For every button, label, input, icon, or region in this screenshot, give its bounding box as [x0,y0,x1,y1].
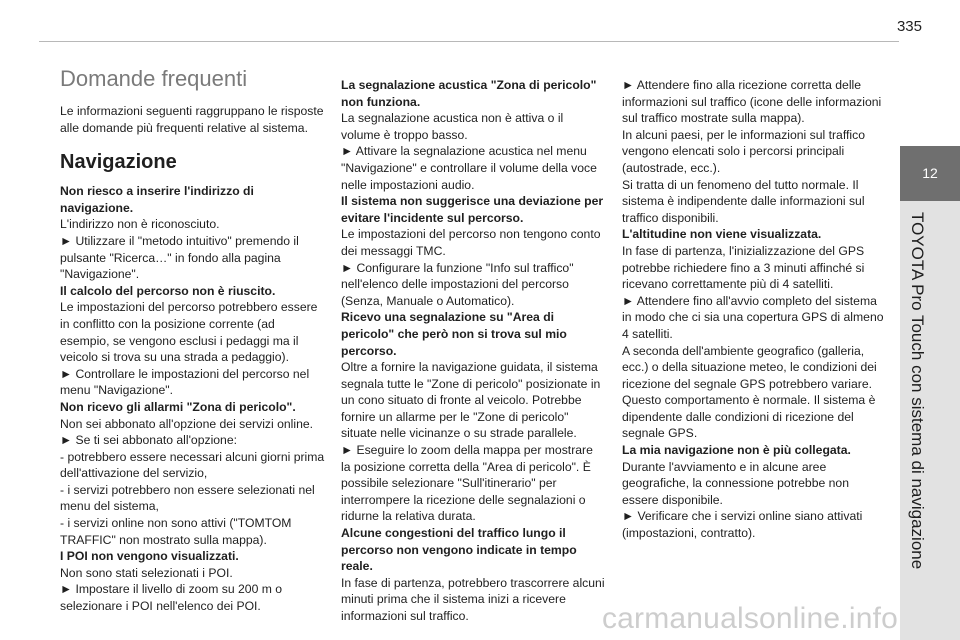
answer-line: - i servizi online non sono attivi ("TOMTOM TRAFFIC" non mostrato sulla mappa). [60,516,292,547]
watermark: carmanualsonline.info [601,602,898,635]
answer-line: Questo comportamento è normale. Il sistema è dipendente dalle condizioni di ricezione del segnale GPS. [622,393,876,441]
column-2 [341,77,605,625]
answer-line: Si tratta di un fenomeno del tutto normale. Il sistema è indipendente dalle informazioni sul traffico disponibili. [622,177,865,225]
answer-line: Non sei abbonato all'opzione dei servizi online. [60,416,314,431]
question: Ricevo una segnalazione su "Area di pericolo" che però non si trova sul mio percorso. [341,310,567,358]
question: Non riesco a inserire l'indirizzo di navigazione. [60,184,254,215]
answer-line: Oltre a fornire la navigazione guidata, il sistema segnala tutte le "Zone di pericolo" posizionate in un cono situato di fronte al veicolo. Potrebbe fornire un allarme per le "Zone di pericolo" situate nelle vicinanze o su strade parallele. [341,360,601,441]
question: Non ricevo gli allarmi "Zona di pericolo". [60,399,296,414]
answer-line: - potrebbero essere necessari alcuni giorni prima dell'attivazione del servizio, [60,449,325,481]
answer-line: ► Attivare la segnalazione acustica nel menu "Navigazione" e controllare il volume della voce nelle impostazioni audio. [341,144,597,192]
answer-line: Non sono stati selezionati i POI. [60,565,233,580]
question: I POI non vengono visualizzati. [60,549,239,564]
question: Il calcolo del percorso non è riuscito. [60,283,276,298]
question: Alcune congestioni del traffico lungo il percorso non vengono indicate in tempo reale. [341,526,577,574]
answer-line: ► Controllare le impostazioni del percorso nel menu "Navigazione". [60,366,310,398]
question: La segnalazione acustica "Zona di pericolo" non funziona. [341,78,597,109]
question: La mia navigazione non è più collegata. [622,443,851,458]
answer-line: ► Verificare che i servizi online siano attivati (impostazioni, contratto). [622,509,863,541]
intro-text: Le informazioni seguenti raggruppano le risposte alle domande più frequenti relative al sistema. [60,104,324,135]
answer-line: A seconda dell'ambiente geografico (galleria, ecc.) o della situazione meteo, le condizioni dei ricezione del segnale GPS potrebbero variare. [622,343,877,391]
answer-line: ► Attendere fino alla ricezione corretta delle informazioni sul traffico (icone delle informazioni sul traffico mostrate sulla mappa). [622,78,882,126]
answer-line: Le impostazioni del percorso potrebbero essere in conflitto con la posizione corrente (ad esempio, se vengono esclusi i pedaggi ma il veicolo si trova su una strada a pedaggio). [60,300,318,365]
header-rule [39,41,899,42]
chapter-title: TOYOTA Pro Touch con sistema di navigazione [908,212,927,570]
answer-line: In fase di partenza, l'inizializzazione del GPS potrebbe richiedere fino a 3 minuti affinché si ricevano correttamente più di 4 satelliti. [622,243,865,292]
column-3 [622,77,886,542]
answer-line: Le impostazioni del percorso non tengono conto dei messaggi TMC. [341,227,601,258]
answer-line: La segnalazione acustica non è attiva o il volume è troppo basso. [341,111,564,142]
answer-line: ► Impostare il livello di zoom su 200 m o selezionare i POI nell'elenco dei POI. [60,582,283,614]
answer-line: ► Se ti sei abbonato all'opzione: [60,433,238,448]
answer-line: ► Eseguire lo zoom della mappa per mostrare la posizione corretta della "Area di pericolo". È possibile selezionare "Sull'itinerario" per interrompere la ricezione delle segnalazioni o ridurne la relativa durata. [341,443,593,524]
column-1 [60,66,325,615]
answer-line: - i servizi potrebbero non essere selezionati nel menu del sistema, [60,482,315,514]
page-number: 335 [896,18,922,35]
answer-line: In fase di partenza, potrebbero trascorrere alcuni minuti prima che il sistema inizi a ricevere informazioni sul traffico. [341,575,605,623]
page-heading: Domande frequenti [60,66,248,91]
answer-line: ► Configurare la funzione "Info sul traffico" nell'elenco delle impostazioni del percorso (Senza, Manuale o Automatico). [341,260,574,308]
answer-line: ► Utilizzare il "metodo intuitivo" premendo il pulsante "Ricerca…" in fondo alla pagina "Navigazione". [60,233,299,282]
answer-line: L'indirizzo non è riconosciuto. [60,217,220,232]
section-heading: Navigazione [60,151,177,174]
answer-line: ► Attendere fino all'avvio completo del sistema in modo che ci sia una copertura GPS di almeno 4 satelliti. [622,293,884,341]
answer-line: In alcuni paesi, per le informazioni sul traffico vengono elencati solo i percorsi principali (autostrade, ecc.). [622,127,865,175]
question: L'altitudine non viene visualizzata. [622,227,822,242]
question: Il sistema non suggerisce una deviazione per evitare l'incidente sul percorso. [341,194,604,225]
answer-line: Durante l'avviamento e in alcune aree geografiche, la connessione potrebbe non essere disponibile. [622,459,849,507]
chapter-number-tab: 12 [900,146,960,201]
